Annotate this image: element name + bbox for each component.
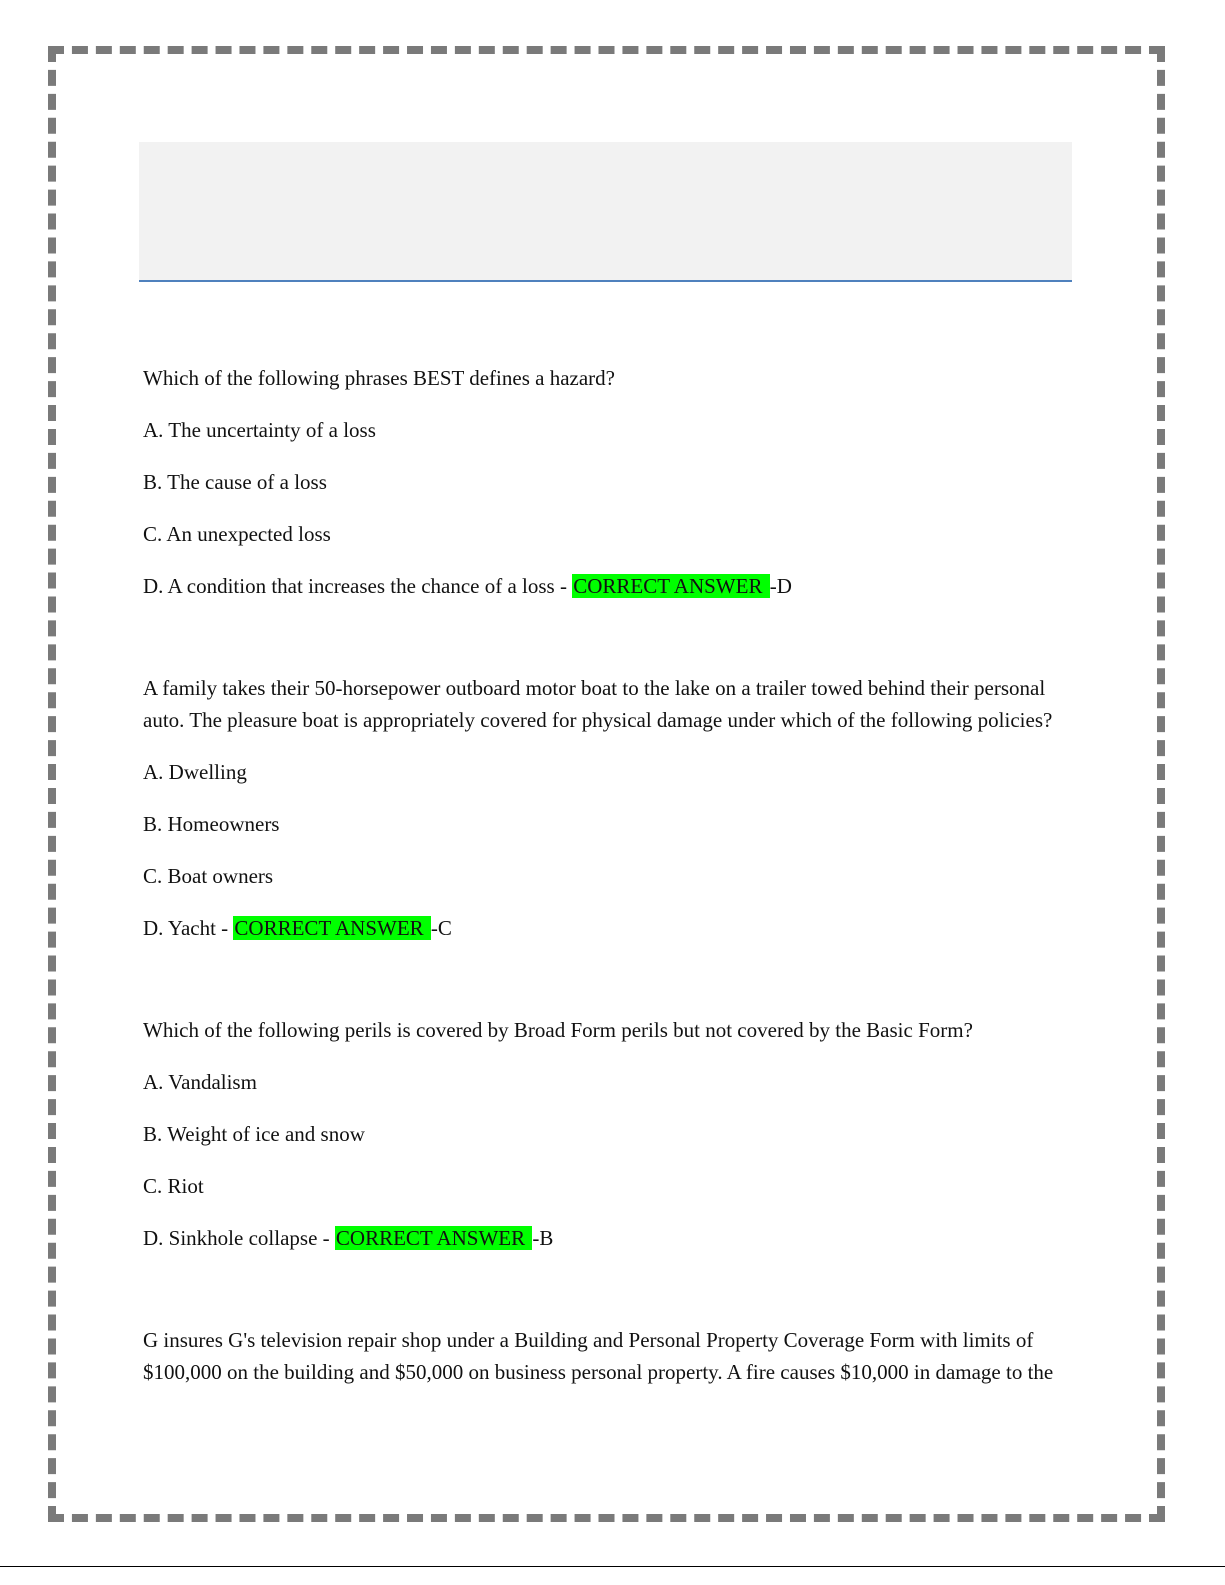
- option-c: C. Boat owners: [143, 864, 274, 888]
- option-d: D. A condition that increases the chance of a loss -: [143, 574, 567, 598]
- option-a: A. Vandalism: [143, 1070, 257, 1094]
- qa-item-3: [143, 1014, 1073, 1254]
- qa-item-4: [143, 1324, 1073, 1388]
- header-block: [139, 142, 1072, 282]
- correct-answer-value: -B: [532, 1226, 554, 1250]
- correct-answer-highlight: CORRECT ANSWER: [335, 1226, 531, 1250]
- document-body: [143, 362, 1073, 1408]
- option-c: C. An unexpected loss: [143, 522, 331, 546]
- option-d-line: [143, 1222, 1073, 1254]
- correct-answer-highlight: CORRECT ANSWER: [573, 574, 768, 598]
- qa-item-2: [143, 672, 1073, 944]
- option-b: B. Weight of ice and snow: [143, 1122, 365, 1146]
- question-text: Which of the following phrases BEST defines a hazard?: [143, 366, 615, 390]
- question-text: A family takes their 50-horsepower outboard motor boat to the lake on a trailer towed behind their personal auto. The pleasure boat is appropriately covered for physical damage under which of the following policies?: [143, 676, 1053, 732]
- option-b: B. The cause of a loss: [143, 470, 327, 494]
- correct-answer-value: -D: [769, 574, 792, 598]
- question-text: Which of the following perils is covered by Broad Form perils but not covered by the Basic Form?: [143, 1018, 973, 1042]
- question-text: G insures G's television repair shop under a Building and Personal Property Coverage Form with limits of $100,000 on the building and $50,000 on business personal property. A fire causes $10,000 in damage to the: [143, 1328, 1054, 1384]
- correct-answer-value: -C: [430, 916, 452, 940]
- option-c: C. Riot: [143, 1174, 204, 1198]
- option-d: D. Yacht -: [143, 916, 229, 940]
- page-bottom-rule: [0, 1566, 1225, 1567]
- option-d-line: [143, 570, 1073, 602]
- option-b: B. Homeowners: [143, 812, 280, 836]
- correct-answer-highlight: CORRECT ANSWER: [234, 916, 429, 940]
- option-d: D. Sinkhole collapse -: [143, 1226, 330, 1250]
- qa-item-1: [143, 362, 1073, 602]
- option-a: A. The uncertainty of a loss: [143, 418, 376, 442]
- option-d-line: [143, 912, 1073, 944]
- option-a: A. Dwelling: [143, 760, 247, 784]
